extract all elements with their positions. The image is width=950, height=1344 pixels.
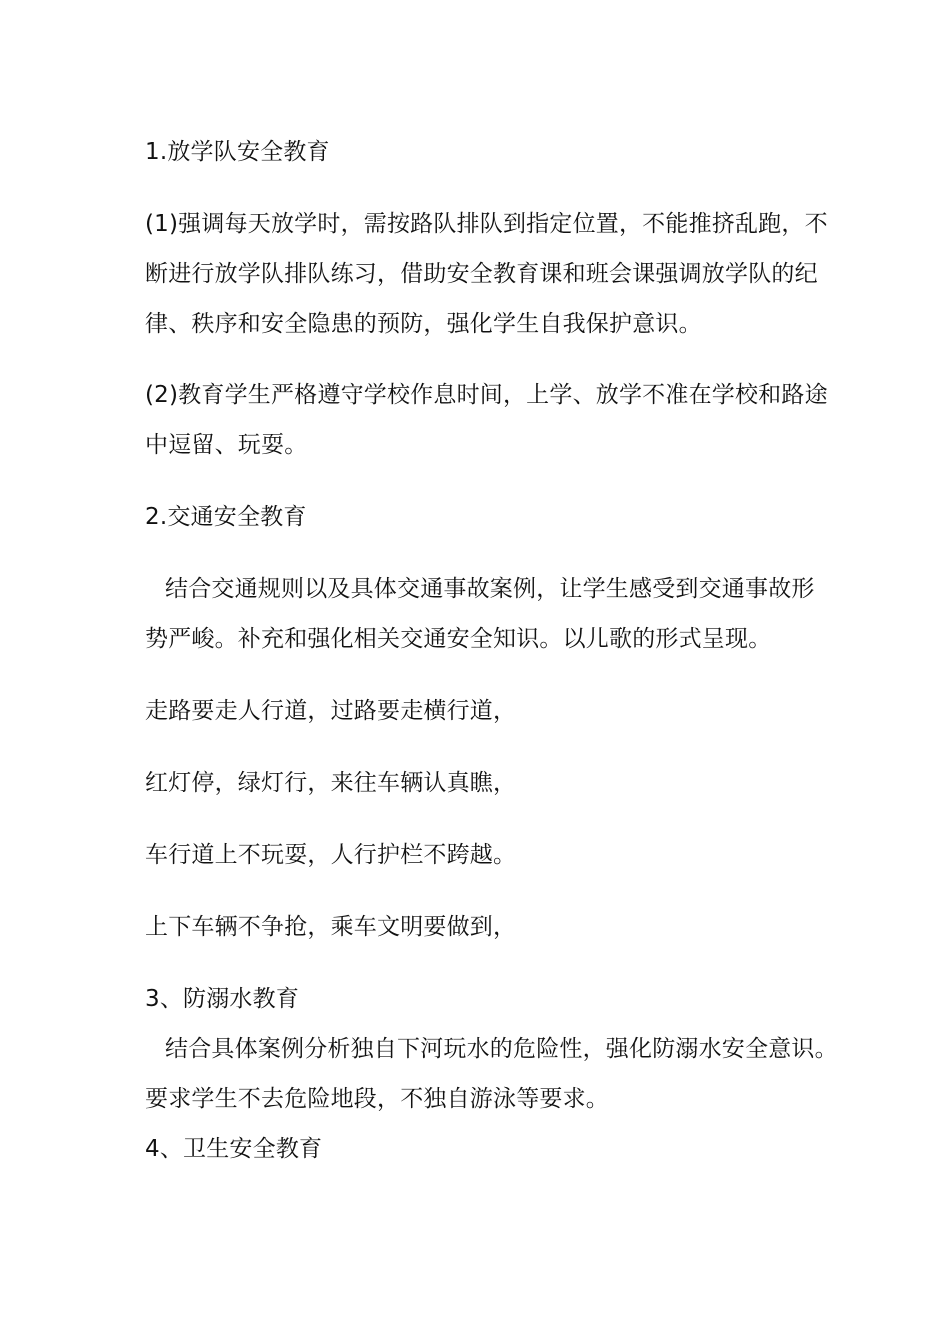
rhyme-line: 走路要走人行道，过路要走横行道， bbox=[145, 698, 517, 724]
rhyme-line: 上下车辆不争抢，乘车文明要做到， bbox=[145, 914, 517, 940]
paragraph-line: 中逗留、玩耍。 bbox=[145, 432, 308, 458]
section-heading-1: 1.放学队安全教育 bbox=[145, 139, 330, 165]
paragraph-line: (2)教育学生严格遵守学校作息时间，上学、放学不准在学校和路途 bbox=[145, 382, 828, 408]
section-heading-4: 4、卫生安全教育 bbox=[145, 1136, 323, 1162]
section-heading-3: 3、防溺水教育 bbox=[145, 986, 300, 1012]
paragraph-line: 断进行放学队排队练习，借助安全教育课和班会课强调放学队的纪 bbox=[145, 261, 818, 287]
paragraph-line: (1)强调每天放学时，需按路队排队到指定位置，不能推挤乱跑，不 bbox=[145, 211, 828, 237]
paragraph-line: 结合具体案例分析独自下河玩水的危险性，强化防溺水安全意识。 bbox=[165, 1036, 838, 1062]
paragraph-line: 律、秩序和安全隐患的预防，强化学生自我保护意识。 bbox=[145, 311, 702, 337]
rhyme-line: 车行道上不玩耍，人行护栏不跨越。 bbox=[145, 842, 517, 868]
paragraph-line: 要求学生不去危险地段，不独自游泳等要求。 bbox=[145, 1086, 609, 1112]
section-heading-2: 2.交通安全教育 bbox=[145, 504, 307, 530]
rhyme-line: 红灯停，绿灯行，来往车辆认真瞧， bbox=[145, 770, 517, 796]
paragraph-line: 结合交通规则以及具体交通事故案例，让学生感受到交通事故形 bbox=[165, 576, 815, 602]
paragraph-line: 势严峻。补充和强化相关交通安全知识。以儿歌的形式呈现。 bbox=[145, 626, 772, 652]
